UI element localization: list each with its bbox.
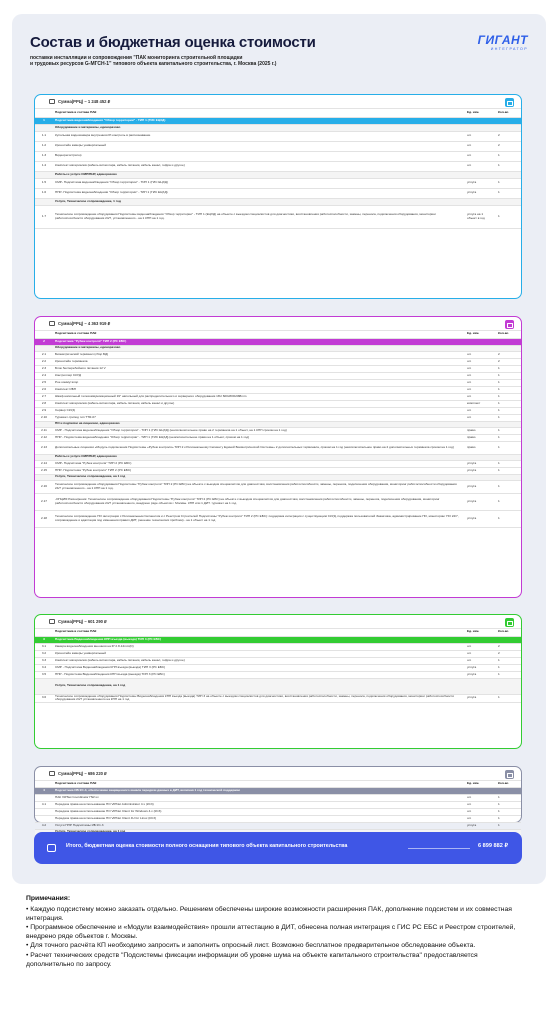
row-unit: шт. bbox=[465, 393, 495, 400]
row-name: Работы и услуги СМР/ПНР, единоразово bbox=[53, 171, 521, 178]
wallet-icon bbox=[47, 844, 56, 852]
row-unit: шт. bbox=[465, 808, 495, 815]
row-unit: право bbox=[465, 441, 495, 454]
notes-heading: Примечания: bbox=[26, 895, 71, 902]
row-unit: шт. bbox=[465, 801, 495, 808]
table-row bbox=[35, 493, 521, 510]
row-name: Услуги, Техническое сопровождение, на 1 год bbox=[53, 474, 521, 480]
table-row bbox=[35, 161, 521, 171]
section-rubezh-kontrolya bbox=[34, 316, 522, 598]
row-qty: 1 bbox=[495, 493, 521, 510]
row-name: ПНР - Подсистема видеонаблюдения "Обзор территории" - ТИП 1 (ГИС ЕЦХД) (неисключительное право на 1 объект, сроком на 1 год) bbox=[53, 434, 465, 441]
notes bbox=[26, 894, 526, 969]
row-number: 2.8 bbox=[35, 400, 53, 407]
row-qty: 1 bbox=[495, 671, 521, 678]
table-row bbox=[35, 379, 521, 386]
row-number: 2.18 bbox=[35, 510, 53, 527]
camera-icon[interactable] bbox=[505, 618, 514, 627]
row-qty: 1 bbox=[495, 460, 521, 467]
row-name: СМР - Подсистема видеонаблюдения "Обзор территории" - ТИП 1 (ГИС ЕЦХД) (неисключительное право на 2 терминала на 1 объект, на 1 КПП сроком на 1 год) bbox=[53, 427, 465, 434]
tag-icon bbox=[49, 771, 55, 776]
row-name: Техническое сопровождение оборудования Подсистемы Видеонаблюдения КПП въезда (выезда) ТИП 3 на объекте с выездом специалистов для диагностики, восстановления работоспособности, замены, переноса, подключения оборудования, мониторинг работоспособности оборудования 24/7 установленного на КПП на 1 год bbox=[53, 694, 465, 702]
row-unit: услуга bbox=[465, 493, 495, 510]
row-number: 3.5 bbox=[35, 671, 53, 678]
row-number: 4 bbox=[35, 787, 53, 794]
total-divider bbox=[408, 848, 470, 849]
row-unit: шт. bbox=[465, 657, 495, 664]
col-qty: Кол-во bbox=[495, 781, 521, 787]
row-qty: 1 bbox=[495, 794, 521, 801]
row-qty: 2 bbox=[495, 141, 521, 151]
row-number: 4.1 bbox=[35, 801, 53, 808]
row-qty: 1 bbox=[495, 414, 521, 421]
col-unit: Ед. изм. bbox=[465, 781, 495, 787]
row-qty: 1 bbox=[495, 205, 521, 228]
table-row bbox=[35, 650, 521, 657]
row-name: ПНР - Подсистема Видеонаблюдения КПП въезда (выезда) ТИП 3 (РС ЕБС) bbox=[53, 671, 465, 678]
col-name: Подсистема в составе ПАК bbox=[53, 629, 465, 636]
table-row bbox=[35, 131, 521, 141]
table-row bbox=[35, 815, 521, 822]
row-name: СМР - Подсистема Видеонаблюдения КПП въезда (выезда) ТИП 3 (РС ЕБС) bbox=[53, 664, 465, 671]
row-unit: услуга bbox=[465, 510, 495, 527]
note-item: • Каждую подсистему можно заказать отдельно. Решением обеспечены широкие возможности расширения ПАК, дополнение подсистем и их совместная интеграция. bbox=[26, 906, 512, 923]
table-row bbox=[35, 205, 521, 228]
page-subtitle bbox=[30, 55, 390, 68]
row-number: 2.14 bbox=[35, 460, 53, 467]
row-number: 2.5 bbox=[35, 379, 53, 386]
col-qty: Кол-во bbox=[495, 109, 521, 117]
row-name: Блок бесперебойного питания 12 V bbox=[53, 365, 465, 372]
row-name: Оборудование и материалы, единоразово bbox=[53, 345, 521, 351]
table-row bbox=[35, 358, 521, 365]
row-name: Услуги ПНР Подсистемы ИБ КС-3 bbox=[53, 822, 465, 829]
row-qty: 1 bbox=[495, 801, 521, 808]
row-name: ПО и подписки на лицензии, единоразово bbox=[53, 421, 521, 427]
row-unit: услуга bbox=[465, 188, 495, 198]
row-qty: 1 bbox=[495, 441, 521, 454]
row-unit: услуга bbox=[465, 822, 495, 829]
row-qty: 1 bbox=[495, 822, 521, 829]
section-sum-bar bbox=[35, 767, 521, 781]
row-number: 3.4 bbox=[35, 664, 53, 671]
row-number: 2 bbox=[35, 338, 53, 345]
table-row bbox=[35, 441, 521, 454]
row-unit: шт. bbox=[465, 650, 495, 657]
row-number: 3 bbox=[35, 636, 53, 643]
row-unit: услуга bbox=[465, 671, 495, 678]
row-number: 1.1 bbox=[35, 131, 53, 141]
row-unit: услуга bbox=[465, 460, 495, 467]
row-unit: шт. bbox=[465, 131, 495, 141]
row-qty: 1 bbox=[495, 815, 521, 822]
row-name: Видеорегистратор bbox=[53, 151, 465, 161]
row-unit: шт. bbox=[465, 407, 495, 414]
row-number: 1.4 bbox=[35, 161, 53, 171]
section-obzor-territorii bbox=[34, 94, 522, 299]
col-unit: Ед. изм. bbox=[465, 331, 495, 338]
row-name: Камера видеонаблюдения внешняя на IP 2.8-12mm(D) bbox=[53, 643, 465, 650]
section-sum-bar bbox=[35, 615, 521, 629]
row-name: Комплект материалов (кабель витая пара, кабель питания, кабель канал, гофра и другое) bbox=[53, 161, 465, 171]
row-unit: шт. bbox=[465, 643, 495, 650]
table-row bbox=[35, 407, 521, 414]
row-name: Комплект материалов (кабель витая пара, кабель питания, кабель канал и другое) bbox=[53, 400, 465, 407]
row-unit: услуга на 1 объект в год bbox=[465, 205, 495, 228]
camera-icon[interactable] bbox=[505, 770, 514, 779]
section-sum: Сумма(РРЦ) – 686 220 ₽ bbox=[58, 771, 107, 776]
col-unit: Ед. изм. bbox=[465, 109, 495, 117]
row-number: 2.9 bbox=[35, 407, 53, 414]
row-name: ПАК ViPNet Coordinator HW-xx bbox=[53, 794, 465, 801]
table-row bbox=[35, 414, 521, 421]
row-number: 1.3 bbox=[35, 151, 53, 161]
row-name: Услуги, Техническое сопровождение, 1 год bbox=[53, 198, 521, 205]
row-number: 2.15 bbox=[35, 467, 53, 474]
row-unit: услуга bbox=[465, 694, 495, 702]
row-number: 2.7 bbox=[35, 393, 53, 400]
row-qty: 1 bbox=[495, 178, 521, 188]
row-number: 3.3 bbox=[35, 657, 53, 664]
row-name: Контроллер СКУД bbox=[53, 372, 465, 379]
row-unit: услуга bbox=[465, 664, 495, 671]
row-qty: 1 bbox=[495, 434, 521, 441]
col-qty: Кол-во bbox=[495, 629, 521, 636]
row-number: 4.2 bbox=[35, 822, 53, 829]
subtitle-line-2: и трудовых ресурсов G-МГСН-1" типового объекта капитального строительства, г. Москва (2025 г.) bbox=[30, 61, 277, 68]
row-name: Оборудование и материалы, единоразово bbox=[53, 124, 521, 131]
row-qty: 1 bbox=[495, 151, 521, 161]
col-name: Подсистема в составе ПАК bbox=[53, 781, 465, 787]
tag-icon bbox=[49, 321, 55, 326]
table-row bbox=[35, 386, 521, 393]
row-number: 2.16 bbox=[35, 480, 53, 493]
row-name: Подсистема "Рубеж контроля" ТИП 2 (РС ЕБС) bbox=[53, 338, 521, 345]
row-name: Сервер СКУД bbox=[53, 407, 465, 414]
table-row bbox=[35, 141, 521, 151]
row-unit: шт. bbox=[465, 386, 495, 393]
table-row bbox=[35, 801, 521, 808]
row-name: Передача права на использование ПО ViPNet Client 4U for Linux (КС3) bbox=[53, 815, 465, 822]
row-number: 2.2 bbox=[35, 358, 53, 365]
items-table bbox=[35, 109, 521, 229]
row-name: СМР- Подсистема видеонаблюдения "Обзор территории" - ТИП 1 (ГИС ЕЦХД) bbox=[53, 178, 465, 188]
row-qty: 1 bbox=[495, 808, 521, 815]
tag-icon bbox=[49, 99, 55, 104]
row-name: ПНР- Подсистема "Рубеж контроля" ТИП 2 (РС ЕБС) bbox=[53, 467, 465, 474]
row-unit: шт. bbox=[465, 365, 495, 372]
row-number: 2.3 bbox=[35, 365, 53, 372]
note-item: • Расчет технических средств "Подсистемы фиксации информации об уровне шума на объекте капитального строительства" предоставляется дополнительно по запросу. bbox=[26, 951, 478, 968]
row-number: 2.13 bbox=[35, 441, 53, 454]
table-row bbox=[35, 822, 521, 829]
table-row bbox=[35, 188, 521, 198]
table-row bbox=[35, 657, 521, 664]
row-unit: шт. bbox=[465, 161, 495, 171]
row-number: 3.2 bbox=[35, 650, 53, 657]
row-unit: право bbox=[465, 427, 495, 434]
table-row-main bbox=[35, 787, 521, 794]
row-name: Купольная видеокамера внутренняя IP-контроль в распознавание bbox=[53, 131, 465, 141]
row-name: Услуги, Техническое сопровождение, на 1 год bbox=[53, 678, 521, 694]
section-sum: Сумма(РРЦ) – 4 363 919 ₽ bbox=[58, 321, 111, 326]
row-qty: 1 bbox=[495, 372, 521, 379]
subtitle-line-1: поставки инсталляции и сопровождения "ПАК мониторинга строительной площадки bbox=[30, 55, 243, 61]
table-row bbox=[35, 664, 521, 671]
row-unit: шт. bbox=[465, 815, 495, 822]
row-number: 1.5 bbox=[35, 178, 53, 188]
row-name: Техническое сопровождение ПО интеграции с Региональным Сегментом и с Реестром Строителей Подсистемы "Рубеж контроля" ТИП 2 (РС ЕБС): поддержка интеграции с существующим СКУД, поддержка пользователей Заказчика, администрирование ПО, мониторинг ПО 24/7, сопровождение и адаптация под изменения правил ДИТ, решение технических проблем) - на 1 объект на 1 год bbox=[53, 510, 465, 527]
row-unit: услуга bbox=[465, 480, 495, 493]
row-qty: 1 bbox=[495, 467, 521, 474]
items-table bbox=[35, 331, 521, 528]
row-qty: 1 bbox=[495, 379, 521, 386]
table-row bbox=[35, 365, 521, 372]
row-number: 2.6 bbox=[35, 386, 53, 393]
section-kpp-vezda bbox=[34, 614, 522, 749]
row-number: 2.1 bbox=[35, 351, 53, 358]
row-name: -ОПЦИЯ Расширения: Техническое сопровождение оборудования Подсистемы "Рубеж контроля" ТИП 2 (РС ЕБС) на объекте с выездом специалистов для диагностики, восстановления работоспособности, замены, переноса, подключения оборудования, мониторинг работоспособности оборудования 24/7 установленного, внедрено ряде объектов г. Москвы. КПП или 1 ДИТ. турникет на 1 год. bbox=[53, 493, 465, 510]
row-qty: 1 bbox=[495, 427, 521, 434]
table-row-group bbox=[35, 171, 521, 178]
row-name: Техническое сопровождение оборудования Подсистемы видеонаблюдения "Обзор территории" - ТИП 1 (ЕЦХД) на объекте с выездом специалистов для диагностики, восстановления работоспособности, замены, переноса, подключения оборудования, мониторинг работоспособности оборудования 24/7, установленного - на 1 КПП на 1 год. bbox=[53, 205, 465, 228]
row-qty: 1 bbox=[495, 161, 521, 171]
row-unit: право bbox=[465, 434, 495, 441]
row-qty: 2 bbox=[495, 358, 521, 365]
table-row bbox=[35, 434, 521, 441]
logo-text: ГИГАНТ bbox=[477, 33, 528, 47]
note-item: • Для точного расчёта КП необходимо запросить и заполнить опросный лист. Возможно бесплатное предварительное обследование объекта. bbox=[26, 942, 476, 950]
row-name: Poe коммутатор bbox=[53, 379, 465, 386]
page-title: Состав и бюджетная оценка стоимости bbox=[30, 34, 316, 51]
row-unit: шт. bbox=[465, 794, 495, 801]
table-row bbox=[35, 393, 521, 400]
row-name: Передача права на использование ПО ViPNet Administrator 4.x (КС3) bbox=[53, 801, 465, 808]
row-number: 2.12 bbox=[35, 434, 53, 441]
table-row bbox=[35, 372, 521, 379]
row-number: 2.10 bbox=[35, 414, 53, 421]
row-name: Шкаф напольный телекоммуникационный 19" напольный для распределительного и серверного оборудования 18U 600х800х988mm bbox=[53, 393, 465, 400]
row-qty: 2 bbox=[495, 643, 521, 650]
table-row bbox=[35, 694, 521, 702]
row-qty: 2 bbox=[495, 650, 521, 657]
table-row-group bbox=[35, 678, 521, 694]
row-qty: 2 bbox=[495, 131, 521, 141]
col-qty: Кол-во bbox=[495, 331, 521, 338]
row-number bbox=[35, 808, 53, 815]
table-row bbox=[35, 400, 521, 407]
row-qty: 1 bbox=[495, 407, 521, 414]
col-unit: Ед. изм. bbox=[465, 629, 495, 636]
row-name: Биометрический терминал (сбор БД) bbox=[53, 351, 465, 358]
row-unit: услуга bbox=[465, 178, 495, 188]
table-row-group bbox=[35, 124, 521, 131]
row-qty: 1 bbox=[495, 664, 521, 671]
total-value: 6 899 882 ₽ bbox=[478, 843, 508, 849]
table-row-main bbox=[35, 117, 521, 124]
table-header bbox=[35, 109, 521, 117]
table-row bbox=[35, 671, 521, 678]
table-row-main bbox=[35, 338, 521, 345]
table-row bbox=[35, 510, 521, 527]
row-name: Техническое сопровождение оборудования Подсистемы "Рубеж контроля" ТИП 2 (РС ЕБС) на объекте с выездом специалистов для диагностики, восстановления работоспособности, замены, переноса, подключения оборудования, мониторинг работоспособности оборудования 24/7 установленного - на 1 КПП на 1 год. bbox=[53, 480, 465, 493]
row-name: Подсистема ИБ КС-3, обеспечение защищенного канала передачи данных в ДИТ, включая 1 год технической поддержки bbox=[53, 787, 521, 794]
row-name: Подсистема Видеонаблюдения КПП въезда (выезда) ТИП 3 (РС ЕБС) bbox=[53, 636, 521, 643]
row-number: 2.11 bbox=[35, 427, 53, 434]
row-number: 1.6 bbox=[35, 188, 53, 198]
row-name: Турникет-трипод тип TTR-07 bbox=[53, 414, 465, 421]
table-row bbox=[35, 643, 521, 650]
section-ib-ks3 bbox=[34, 766, 522, 827]
row-qty: 1 bbox=[495, 365, 521, 372]
note-item: • Программное обеспечение и «Модули взаимодействия» прошли аттестацию в ДИТ, обнесена полная интеграция с ГИС РС ЕБС и Реестром строителей, внедрено ряде объектов г. Москвы. bbox=[26, 924, 516, 941]
col-name: Подсистема в составе ПАК bbox=[53, 109, 465, 117]
section-sum-bar bbox=[35, 317, 521, 331]
row-qty: 1 bbox=[495, 188, 521, 198]
row-number: 3.6 bbox=[35, 694, 53, 702]
row-unit: шт. bbox=[465, 358, 495, 365]
camera-icon[interactable] bbox=[505, 98, 514, 107]
row-number: 1 bbox=[35, 117, 53, 124]
company-logo bbox=[462, 33, 528, 51]
row-qty: 1 bbox=[495, 393, 521, 400]
table-header bbox=[35, 331, 521, 338]
section-sum-bar bbox=[35, 95, 521, 109]
row-qty: 1 bbox=[495, 480, 521, 493]
row-unit: комплект bbox=[465, 400, 495, 407]
table-row bbox=[35, 427, 521, 434]
row-name: ПНР- Подсистема видеонаблюдения "Обзор территории" - ТИП 1 (ГИС ЕЦХД) bbox=[53, 188, 465, 198]
table-row-group bbox=[35, 198, 521, 205]
row-number bbox=[35, 815, 53, 822]
row-number: 2.4 bbox=[35, 372, 53, 379]
row-name: Кронштейн терминала bbox=[53, 358, 465, 365]
camera-icon[interactable] bbox=[505, 320, 514, 329]
row-name: Дополнительные лицензии «Модуль подключения Подсистемы «Рубеж контроля» ТИП 2 к Региональному Сегменту Единой Биометрической Системы» 2 дополнительных терминала, сроком на 1 год (неисключительное право на 2 дополнительных терминала сроком на 1 год) bbox=[53, 441, 465, 454]
row-number: 1.2 bbox=[35, 141, 53, 151]
items-table bbox=[35, 629, 521, 703]
col-name: Подсистема в составе ПАК bbox=[53, 331, 465, 338]
row-qty: 1 bbox=[495, 510, 521, 527]
row-number: 1.7 bbox=[35, 205, 53, 228]
table-header bbox=[35, 629, 521, 636]
row-number: 3.1 bbox=[35, 643, 53, 650]
table-row bbox=[35, 151, 521, 161]
row-name: Работы и услуги СМР/ПНР, единоразово bbox=[53, 454, 521, 460]
row-unit: шт. bbox=[465, 151, 495, 161]
logo-subtext: ИНТЕГРАТОР bbox=[490, 47, 528, 51]
row-name: Передача права на использование ПО ViPNet Client for Windows 4.x (КС3) bbox=[53, 808, 465, 815]
row-qty: 1 bbox=[495, 657, 521, 664]
row-unit: шт. bbox=[465, 414, 495, 421]
row-unit: услуга bbox=[465, 467, 495, 474]
table-row bbox=[35, 467, 521, 474]
table-row bbox=[35, 178, 521, 188]
row-name: СМР- Подсистема "Рубеж контроля" ТИП 2 (РС ЕБС) bbox=[53, 460, 465, 467]
row-name: Комплект материалов (кабель витая пара, кабель питания, кабель канал, гофра и другое) bbox=[53, 657, 465, 664]
total-banner bbox=[34, 832, 522, 864]
table-row bbox=[35, 351, 521, 358]
table-row-main bbox=[35, 636, 521, 643]
table-row bbox=[35, 808, 521, 815]
table-row bbox=[35, 460, 521, 467]
row-unit: шт. bbox=[465, 372, 495, 379]
row-qty: 2 bbox=[495, 351, 521, 358]
row-unit: шт. bbox=[465, 141, 495, 151]
tag-icon bbox=[49, 619, 55, 624]
row-unit: шт. bbox=[465, 351, 495, 358]
row-name: Кронштейн камеры универсальный bbox=[53, 141, 465, 151]
row-qty: 1 bbox=[495, 400, 521, 407]
row-unit: шт. bbox=[465, 379, 495, 386]
row-name: Подсистема видеонаблюдения "Обзор территории" - ТИП 1 (ГИС ЕЦХД) bbox=[53, 117, 521, 124]
row-qty: 1 bbox=[495, 386, 521, 393]
table-row bbox=[35, 794, 521, 801]
row-number bbox=[35, 794, 53, 801]
section-sum: Сумма(РРЦ) – 1 248 452 ₽ bbox=[58, 99, 111, 104]
total-label: Итого, бюджетная оценка стоимости полного оснащения типового объекта капитального строительства bbox=[66, 843, 348, 849]
row-name: Комплект ИБП bbox=[53, 386, 465, 393]
row-qty: 1 bbox=[495, 694, 521, 702]
row-number: 2.17 bbox=[35, 493, 53, 510]
section-sum: Сумма(РРЦ) – 601 290 ₽ bbox=[58, 619, 107, 624]
table-row bbox=[35, 480, 521, 493]
row-name: Кронштейн камеры универсальный bbox=[53, 650, 465, 657]
